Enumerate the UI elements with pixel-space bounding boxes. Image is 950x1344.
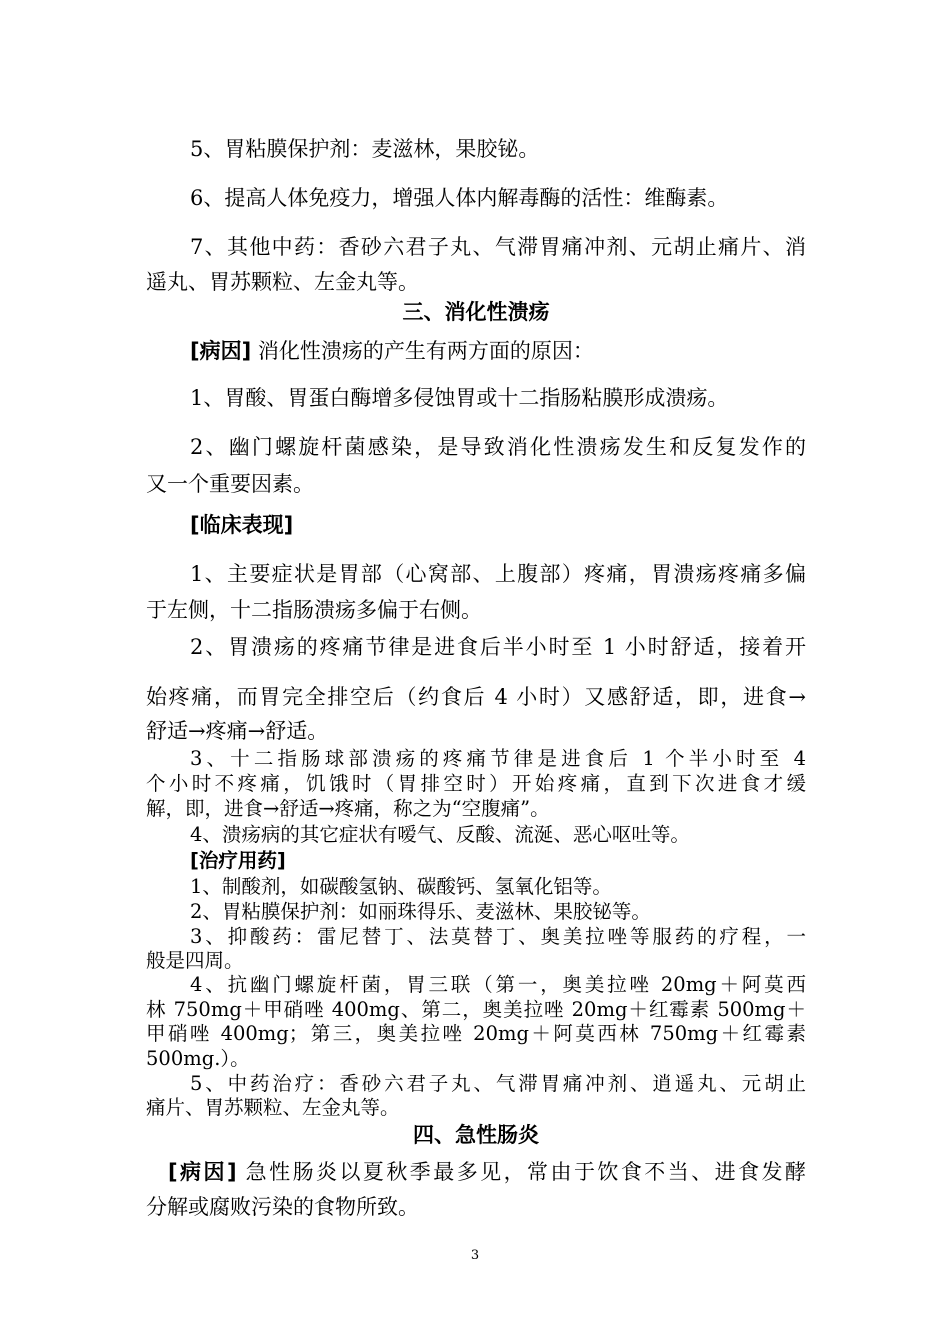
- text-line: 1、主要症状是胃部（心窝部、上腹部）疼痛，胃溃疡疼痛多偏: [190, 562, 806, 586]
- text-line: 于左侧，十二指肠溃疡多偏于右侧。: [146, 598, 482, 622]
- text-line: 林 750mg＋甲硝唑 400mg、第二，奥美拉唑 20mg＋红霉素 500mg＋: [146, 998, 806, 1021]
- text-line: 分解或腐败污染的食物所致。: [146, 1195, 419, 1219]
- section-label: [病因]: [190, 339, 252, 363]
- text-line: 般是四周。: [146, 949, 244, 972]
- text-line: 个小时不疼痛，饥饿时（胃排空时）开始疼痛，直到下次进食才缓: [146, 772, 806, 795]
- text-line: 3、十二指肠球部溃疡的疼痛节律是进食后 1 个半小时至 4: [190, 747, 806, 770]
- text-line: 2、胃溃疡的疼痛节律是进食后半小时至 1 小时舒适，接着开: [190, 635, 806, 659]
- text-line: 解，即，进食→舒适→疼痛，称之为“空腹痛”。: [146, 797, 550, 820]
- text-line: 7、其他中药：香砂六君子丸、气滞胃痛冲剂、元胡止痛片、消: [190, 235, 806, 259]
- text-line: 5、胃粘膜保护剂：麦滋林，果胶铋。: [190, 137, 540, 161]
- text-line: 5、中药治疗：香砂六君子丸、气滞胃痛冲剂、逍遥丸、元胡止: [190, 1072, 806, 1095]
- text-line: 1、胃酸、胃蛋白酶增多侵蚀胃或十二指肠粘膜形成溃疡。: [190, 386, 729, 410]
- text-line: 1、制酸剂，如碳酸氢钠、碳酸钙、氢氧化铝等。: [190, 875, 612, 898]
- text-line: 又一个重要因素。: [146, 472, 314, 496]
- text-line: 始疼痛，而胃完全排空后（约食后 4 小时）又感舒适，即，进食→: [146, 685, 806, 709]
- section-label: [治疗用药]: [190, 849, 286, 872]
- text-line: 2、幽门螺旋杆菌感染，是导致消化性溃疡发生和反复发作的: [190, 435, 806, 459]
- section-label: [病因]: [168, 1160, 237, 1184]
- page-number: 3: [470, 1248, 480, 1263]
- text-line: 舒适→疼痛→舒适。: [146, 719, 329, 743]
- text-line: 2、胃粘膜保护剂：如丽珠得乐、麦滋林、果胶铋等。: [190, 900, 651, 923]
- text-line: 6、提高人体免疫力，增强人体内解毒酶的活性：维酶素。: [190, 186, 729, 210]
- text-line: [190, 337, 806, 365]
- section-heading: 三、消化性溃疡: [402, 300, 550, 324]
- text-line: 甲硝唑 400mg；第三，奥美拉唑 20mg＋阿莫西林 750mg＋红霉素: [146, 1022, 806, 1045]
- text-line: 遥丸、胃苏颗粒、左金丸等。: [146, 270, 419, 294]
- text-line: 500mg.）。: [146, 1047, 250, 1070]
- text-line: 痛片、胃苏颗粒、左金丸等。: [146, 1096, 400, 1119]
- label-text: 消化性溃疡的产生有两方面的原因：: [257, 339, 594, 363]
- section-heading: 四、急性肠炎: [413, 1123, 539, 1147]
- text-line: 4、抗幽门螺旋杆菌，胃三联（第一，奥美拉唑 20mg＋阿莫西: [190, 973, 806, 996]
- text-line: 3、抑酸药：雷尼替丁、法莫替丁、奥美拉唑等服药的疗程，一: [190, 925, 806, 948]
- text-line: 4、溃疡病的其它症状有嗳气、反酸、流涎、恶心呕吐等。: [190, 823, 690, 846]
- text-line: [168, 1158, 806, 1186]
- label-text: 急性肠炎以夏秋季最多见，常由于饮食不当、进食发酵: [245, 1160, 806, 1184]
- section-label: [临床表现]: [190, 513, 294, 537]
